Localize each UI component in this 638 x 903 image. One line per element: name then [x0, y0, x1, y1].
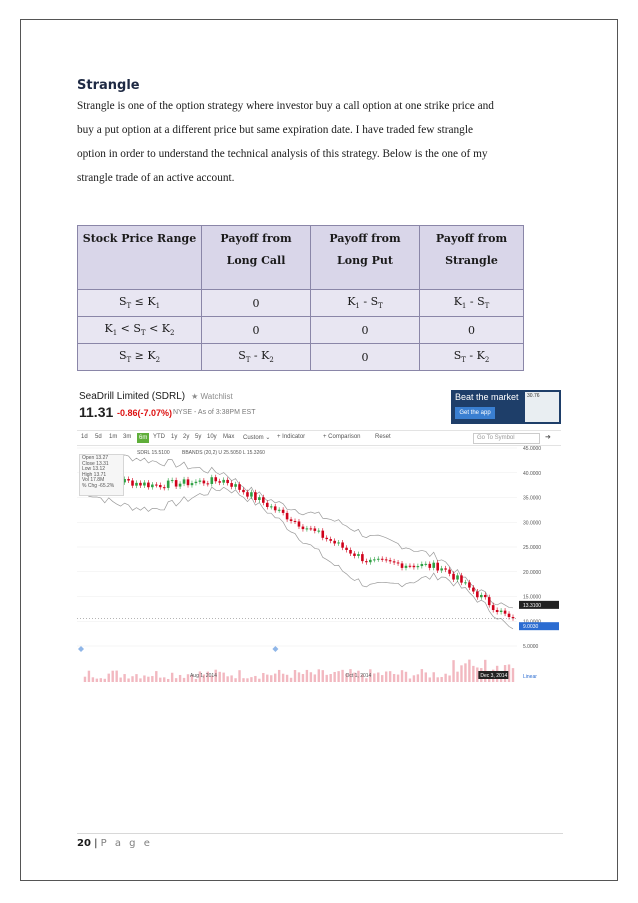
volume-bar — [175, 678, 177, 682]
candle-body — [131, 481, 134, 486]
table-cell: 0 — [420, 317, 524, 344]
candle-body — [460, 575, 463, 582]
candle-body — [191, 483, 194, 485]
candle-body — [254, 492, 257, 500]
y-tick-label: 25.0000 — [523, 545, 542, 551]
range-button-13[interactable]: + Comparison — [323, 434, 361, 440]
volume-bar — [329, 674, 331, 682]
range-button-12[interactable]: + Indicator — [277, 434, 306, 440]
volume-bar — [258, 679, 260, 682]
candle-body — [238, 484, 241, 490]
y-tick-label: 40.0000 — [523, 470, 542, 477]
candle-body — [377, 559, 380, 560]
y-tick-label: 45.0000 — [523, 446, 542, 452]
candle-body — [250, 492, 253, 496]
footer-divider — [77, 833, 563, 834]
volume-bar — [115, 671, 117, 682]
candle-body — [199, 481, 202, 482]
page-footer — [77, 838, 152, 849]
volume-bar — [183, 678, 185, 682]
volume-bar — [322, 670, 324, 682]
volume-bar — [254, 676, 256, 682]
candle-body — [258, 497, 261, 500]
legend-line: Low 13.12 — [82, 466, 106, 473]
candle-body — [246, 492, 249, 496]
candle-body — [440, 568, 443, 570]
candle-body — [345, 548, 348, 550]
candle-body — [397, 562, 400, 563]
volume-bar — [230, 675, 232, 682]
range-button-14[interactable]: Reset — [375, 434, 391, 440]
paragraph-line: strangle trade of an active account. — [77, 172, 235, 184]
candle-body — [365, 561, 368, 562]
volume-bar — [393, 674, 395, 682]
range-button-11[interactable]: Custom ⌄ — [243, 435, 271, 441]
volume-bar — [409, 678, 411, 682]
volume-bar — [397, 675, 399, 682]
volume-bar — [425, 672, 427, 682]
candle-body — [488, 597, 491, 605]
volume-bar — [341, 670, 343, 682]
header-strangle: Payoff from Strangle — [420, 226, 524, 290]
volume-bar — [298, 672, 300, 682]
volume-bar — [278, 670, 280, 682]
volume-bar — [472, 666, 474, 682]
volume-bar — [318, 669, 320, 682]
y-tick-label: 35.0000 — [523, 495, 542, 502]
price-tag-label: 13.3100 — [523, 602, 542, 609]
volume-bar — [187, 674, 189, 682]
candle-body — [432, 563, 435, 568]
candle-body — [135, 483, 138, 486]
candle-body — [428, 564, 431, 568]
chart-svg — [77, 446, 561, 686]
go-arrow-icon[interactable]: ➜ — [545, 434, 551, 441]
candle-body — [159, 485, 162, 487]
range-button-7[interactable]: 2y — [183, 434, 190, 440]
paragraph-line: Strangle is one of the option strategy where investor buy a call option at one strike price and — [77, 100, 494, 112]
volume-bar — [512, 668, 514, 682]
paragraph-line: buy a put option at a different price but same expiration date. I have traded few strangle — [77, 124, 473, 136]
volume-bar — [433, 672, 435, 682]
candle-body — [163, 487, 166, 488]
legend-line: Vol 17.8M — [82, 477, 105, 484]
stock-change: -0.86(-7.07%) — [117, 408, 173, 418]
candle-body — [417, 566, 420, 567]
page-number: 20 — [77, 838, 91, 849]
candle-body — [373, 559, 376, 560]
volume-bar — [436, 677, 438, 682]
x-axis-label: Aug 1, 2014 — [189, 673, 217, 679]
candle-body — [306, 528, 309, 529]
y-tick-label: 5.0000 — [523, 644, 539, 650]
candle-body — [167, 481, 170, 488]
symbol-search-input[interactable]: Go To Symbol — [473, 433, 540, 444]
candle-body — [421, 564, 424, 566]
volume-bar — [456, 672, 458, 682]
volume-bar — [270, 675, 272, 682]
candle-body — [274, 506, 277, 510]
volume-bar — [242, 678, 244, 682]
volume-bar — [286, 675, 288, 682]
candle-body — [425, 564, 428, 565]
range-button-1[interactable]: 5d — [95, 434, 102, 440]
candle-body — [310, 528, 313, 529]
table-header-row — [78, 226, 524, 290]
range-button-9[interactable]: 10y — [207, 434, 217, 440]
candle-body — [203, 481, 206, 484]
candle-body — [175, 480, 178, 486]
candle-body — [171, 480, 174, 481]
stock-chart-screenshot — [77, 388, 561, 686]
y-tick-label: 15.0000 — [523, 594, 542, 601]
legend-line: Close 13.31 — [82, 460, 109, 467]
table-row — [78, 344, 524, 371]
volume-bar — [429, 677, 431, 682]
volume-bar — [294, 670, 296, 682]
volume-bar — [310, 672, 312, 682]
range-button-0[interactable]: 1d — [81, 434, 88, 440]
table-cell: $K_1 - S_T$ — [311, 290, 420, 317]
volume-bar — [413, 675, 415, 682]
volume-bar — [302, 674, 304, 682]
range-button-2[interactable]: 1m — [109, 434, 118, 440]
candle-body — [504, 611, 507, 614]
volume-bar — [108, 674, 110, 682]
volume-bar — [306, 670, 308, 682]
legend-line: % Chg -65.2% — [82, 482, 115, 489]
volume-bar — [151, 676, 153, 682]
candle-body — [508, 614, 511, 617]
volume-bar — [159, 678, 161, 682]
candle-body — [147, 483, 150, 488]
indicator-label-bbands: BBANDS (20,2) U 25.5050 L 15.3260 — [182, 450, 265, 456]
volume-bar — [460, 665, 462, 682]
volume-bar — [96, 679, 98, 682]
candle-body — [496, 610, 499, 612]
volume-bar — [119, 678, 121, 682]
volume-bar — [440, 677, 442, 682]
candle-body — [321, 531, 324, 538]
table-cell: 0 — [202, 290, 311, 317]
volume-bar — [476, 667, 478, 682]
volume-bar — [104, 679, 106, 682]
volume-bar — [112, 671, 114, 682]
candle-body — [413, 566, 416, 567]
volume-bar — [92, 677, 94, 682]
table-cell: $K_1 < S_T < K_2$ — [78, 317, 202, 344]
candle-body — [234, 484, 237, 487]
candle-body — [405, 566, 408, 568]
legend-line: Open 13.27 — [82, 455, 109, 461]
volume-bar — [468, 660, 470, 682]
range-button-6[interactable]: 1y — [171, 434, 178, 440]
volume-bar — [448, 675, 450, 682]
volume-bar — [282, 674, 284, 682]
volume-bar — [337, 671, 339, 682]
legend-line: High 13.71 — [82, 471, 107, 478]
volume-bar — [250, 677, 252, 682]
candle-body — [139, 483, 142, 486]
candle-body — [325, 538, 328, 539]
volume-bar — [131, 676, 133, 682]
table-cell: $S_T - K_2$ — [202, 344, 311, 371]
table-cell: 0 — [311, 344, 420, 371]
volume-bar — [314, 674, 316, 682]
candle-body — [210, 477, 213, 484]
candle-body — [468, 582, 471, 587]
volume-bar — [226, 676, 228, 682]
candle-body — [282, 510, 285, 513]
candle-body — [500, 611, 503, 612]
page-word: P a g e — [100, 838, 153, 849]
volume-bar — [274, 674, 276, 682]
candle-body — [357, 554, 360, 556]
candle-body — [218, 481, 221, 482]
scale-label: Linear — [523, 674, 537, 680]
volume-bar — [179, 675, 181, 682]
volume-bar — [171, 673, 173, 682]
candle-body — [361, 554, 364, 561]
candle-body — [278, 510, 281, 511]
stock-price: 11.31 — [79, 404, 114, 420]
candle-body — [349, 550, 352, 554]
candle-body — [341, 542, 344, 547]
event-marker-icon — [272, 646, 278, 652]
candle-body — [393, 561, 396, 562]
volume-bar — [333, 672, 335, 682]
x-axis-label: Dec 3, 2014 — [480, 673, 508, 679]
volume-bar — [163, 677, 165, 682]
header-long-put: Payoff from Long Put — [311, 226, 420, 290]
volume-bar — [421, 669, 423, 682]
stock-title: SeaDrill Limited (SDRL) ★ Watchlist — [79, 391, 233, 402]
volume-bar — [222, 673, 224, 682]
volume-bar — [127, 678, 129, 682]
candle-body — [385, 559, 388, 560]
ad-text: Beat the market — [455, 392, 519, 402]
table-row — [78, 317, 524, 344]
volume-bar — [88, 671, 90, 682]
volume-bar — [401, 670, 403, 682]
chart-toolbar — [77, 430, 561, 446]
x-axis-label: Oct 1, 2014 — [345, 673, 372, 679]
candle-body — [492, 605, 495, 610]
volume-bar — [100, 678, 102, 682]
candle-body — [401, 563, 404, 567]
volume-bar — [246, 678, 248, 682]
candle-body — [195, 482, 198, 483]
volume-bar — [377, 672, 379, 682]
candle-body — [230, 483, 233, 487]
candle-body — [369, 560, 372, 562]
volume-bar — [262, 673, 264, 682]
candle-body — [270, 506, 273, 507]
candle-body — [286, 513, 289, 519]
range-button-3[interactable]: 3m — [123, 434, 132, 440]
volume-bar — [167, 679, 169, 682]
range-button-5[interactable]: YTD — [153, 434, 165, 440]
volume-bar — [195, 679, 197, 682]
header-stock-price-range: Stock Price Range — [78, 226, 202, 290]
candle-body — [484, 595, 487, 597]
volume-bar — [143, 675, 145, 682]
price-tag-label: 9.0030 — [523, 624, 539, 631]
volume-bar — [234, 678, 236, 682]
y-tick-label: 30.0000 — [523, 520, 542, 527]
candle-body — [143, 483, 146, 486]
candle-body — [444, 568, 447, 569]
ad-mini-price: 30.76 — [527, 393, 540, 399]
candle-body — [187, 479, 190, 485]
paragraph-line: option in order to understand the technical analysis of this strategy. Below is the one of my — [77, 148, 488, 160]
candle-body — [353, 554, 356, 556]
volume-bar — [464, 663, 466, 682]
bollinger-lower-band — [81, 487, 513, 629]
candle-body — [472, 588, 475, 592]
range-button-8[interactable]: 5y — [195, 434, 202, 440]
range-button-4[interactable]: 6m — [139, 435, 148, 441]
candle-body — [314, 528, 317, 530]
section-paragraph — [77, 94, 562, 190]
volume-bar — [381, 675, 383, 682]
candle-body — [294, 521, 297, 522]
candle-body — [381, 559, 384, 560]
exchange-info: NYSE - As of 3:38PM EST — [173, 409, 256, 416]
candle-body — [214, 477, 217, 481]
indicator-label-sdrl: SDRL 15.5100 — [137, 450, 170, 456]
candle-body — [155, 485, 158, 486]
watchlist-link[interactable]: ★ Watchlist — [191, 392, 233, 401]
candle-body — [476, 592, 479, 598]
candle-body — [262, 497, 265, 503]
table-cell: $S_T \le K_1$ — [78, 290, 202, 317]
ohlc-legend — [79, 454, 124, 496]
chart-plot — [77, 446, 561, 686]
candle-body — [302, 527, 305, 530]
candle-body — [266, 503, 269, 507]
candle-body — [448, 570, 451, 574]
candle-body — [207, 483, 210, 484]
candle-body — [183, 479, 186, 483]
volume-bar — [452, 660, 454, 682]
candle-body — [337, 542, 340, 543]
candle-body — [409, 566, 412, 567]
candle-body — [242, 490, 245, 492]
section-heading: Strangle — [77, 78, 140, 93]
volume-bar — [385, 671, 387, 682]
y-tick-label: 20.0000 — [523, 569, 542, 576]
candle-body — [222, 480, 225, 483]
range-button-10[interactable]: Max — [223, 434, 235, 440]
table-cell: $S_T \ge K_2$ — [78, 344, 202, 371]
volume-bar — [373, 673, 375, 682]
candle-body — [226, 480, 229, 483]
volume-bar — [123, 674, 125, 682]
table-cell: $K_1 - S_T$ — [420, 290, 524, 317]
candle-body — [127, 479, 130, 481]
footer-separator: | — [90, 838, 101, 849]
candle-body — [179, 484, 182, 487]
volume-bar — [155, 671, 157, 682]
candle-body — [456, 575, 459, 579]
event-marker-icon — [78, 646, 84, 652]
volume-bar — [417, 674, 419, 682]
candle-body — [329, 539, 332, 541]
volume-bar — [290, 678, 292, 682]
volume-bar — [139, 678, 141, 682]
table-cell: 0 — [311, 317, 420, 344]
payoff-table — [77, 225, 524, 371]
candle-body — [317, 531, 320, 532]
volume-bar — [147, 677, 149, 682]
candle-body — [151, 485, 154, 488]
candle-body — [333, 541, 336, 544]
ad-banner[interactable] — [451, 390, 561, 424]
volume-bar — [444, 674, 446, 682]
candle-body — [290, 519, 293, 521]
volume-bar — [219, 672, 221, 682]
candle-body — [452, 574, 455, 580]
volume-bar — [135, 674, 137, 682]
volume-bar — [238, 670, 240, 682]
table-cell: 0 — [202, 317, 311, 344]
volume-bar — [326, 675, 328, 682]
volume-bar — [389, 671, 391, 682]
candle-body — [480, 595, 483, 597]
volume-bar — [405, 672, 407, 682]
table-row — [78, 290, 524, 317]
get-app-button[interactable]: Get the app — [455, 407, 495, 419]
header-long-call: Payoff from Long Call — [202, 226, 311, 290]
bollinger-upper-band — [81, 454, 513, 608]
candle-body — [464, 582, 467, 583]
candle-body — [389, 560, 392, 561]
candle-body — [298, 521, 301, 526]
table-cell: $S_T - K_2$ — [420, 344, 524, 371]
volume-bar — [84, 677, 86, 682]
volume-bar — [266, 675, 268, 682]
candle-body — [436, 563, 439, 571]
